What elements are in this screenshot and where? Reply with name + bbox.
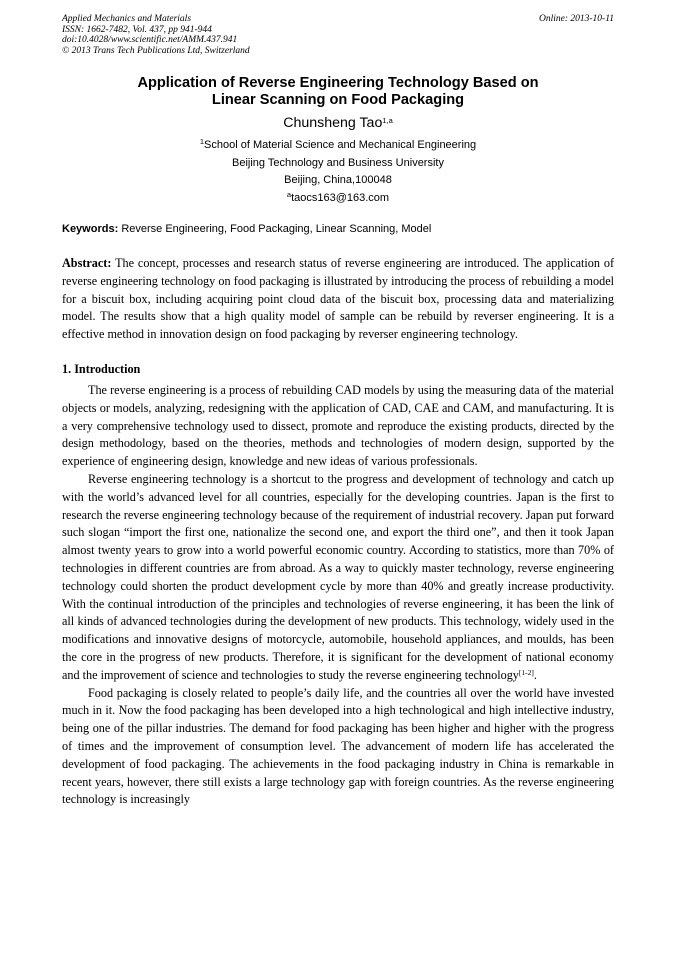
issn-line: ISSN: 1662-7482, Vol. 437, pp 941-944 <box>62 24 212 35</box>
abstract <box>62 255 614 344</box>
author-email: $^a$taocs163@163.com <box>286 189 390 204</box>
section-heading: 1. Introduction <box>62 361 141 376</box>
title-line-1: Application of Reverse Engineering Technology Based on <box>137 75 539 91</box>
keywords <box>62 222 614 236</box>
affiliation-line-2: Beijing Technology and Business University <box>232 156 444 169</box>
keywords-label: Keywords: <box>62 223 119 235</box>
affiliation <box>62 137 614 207</box>
paragraph-2: Reverse engineering technology is a shortcut to the progress and development of technology and catch up with the world’s advanced level for all countries, especially for the developing countries. Japan is the first to research the reverse engineering technology because of the requirement of industrial recovery. Japan put forward such slogan “import the first one, nationalize the second one, and export the third one”, and then it took Japan almost twenty years to grow into a world powerful economic country. According to statistics, more than 70% of technologies in different countries are from abroad. As a way to quickly master technology, reverse engineering technology could shorten the product development cycle by more than 40% and greatly increase productivity. With the continual introduction of the principles and technologies of reverse engineering, it has been the link of all kinds of advanced technologies during the development of new products. This technology, widely used in the modifications and innovative designs of motorcycle, automobile, household appliances, and moulds, has been the core in the progress of new products. Therefore, it is significant for the development of national economy and the improvement of science and technologies to study the reverse engineering technology[1-2]. <box>62 471 614 682</box>
author-name: Chunsheng Tao <box>283 115 383 131</box>
paper-page <box>62 14 614 809</box>
author-affiliation-marker: 1,a <box>382 116 393 125</box>
paper-title <box>62 75 614 109</box>
keywords-text: Reverse Engineering, Food Packaging, Linear Scanning, Model <box>121 223 432 235</box>
doi-line: doi:10.4028/www.scientific.net/AMM.437.941 <box>62 35 238 45</box>
citation-reference: [1-2] <box>518 667 534 677</box>
affiliation-line-3: Beijing, China,100048 <box>284 174 392 186</box>
abstract-label: Abstract: <box>62 256 112 270</box>
affiliation-line-1: $^1$School of Material Science and Mechanical Engineering <box>199 137 477 151</box>
journal-header <box>62 14 614 56</box>
author <box>62 114 614 132</box>
title-line-2: Linear Scanning on Food Packaging <box>211 92 465 108</box>
online-date: Online: 2013-10-11 <box>538 14 614 24</box>
journal-name: Applied Mechanics and Materials <box>62 14 192 24</box>
paragraph-1: The reverse engineering is a process of rebuilding CAD models by using the measuring data of the material objects or models, analyzing, redesigning with the application of CAD, CAE and CAM, and manufacturing. It is a very comprehensive technology used to dissect, promote and reproduce the existing products, directed by the design methodology, based on the theories, methods and technologies of modern design, supported by the experience of engineering design, knowledge and new ideas of various professionals. <box>62 382 614 469</box>
affiliation-marker: 1 <box>199 137 205 146</box>
paragraph-3: Food packaging is closely related to people’s daily life, and the countries all over the world have invested much in it. Now the food packaging has been developed into a high technological and high intellective industry, being one of the pillar industries. The demand for food packaging has been higher and higher with the progress of times and the improvement of consumption level. The advancement of modern life has accelerated the development of food packaging. The achievements in the food packaging industry in China is remarkable in recent years, however, there still exists a large technology gap with foreign countries. As the reverse engineering technology is increasingly <box>62 685 614 807</box>
abstract-text: The concept, processes and research status of reverse engineering are introduced. The application of reverse engineering technology on food packaging is illustrated by introducing the process of rebuilding a model for a biscuit box, including acquiring point cloud data of the biscuit box, processing data and materializing model. The results show that a high quality model of sample can be rebuild by reverser engineering. It is a effective method in innovation design on food packaging by reverser engineering technology. <box>62 256 615 342</box>
copyright-line: © 2013 Trans Tech Publications Ltd, Switzerland <box>62 45 250 56</box>
email-marker: a <box>286 189 292 199</box>
